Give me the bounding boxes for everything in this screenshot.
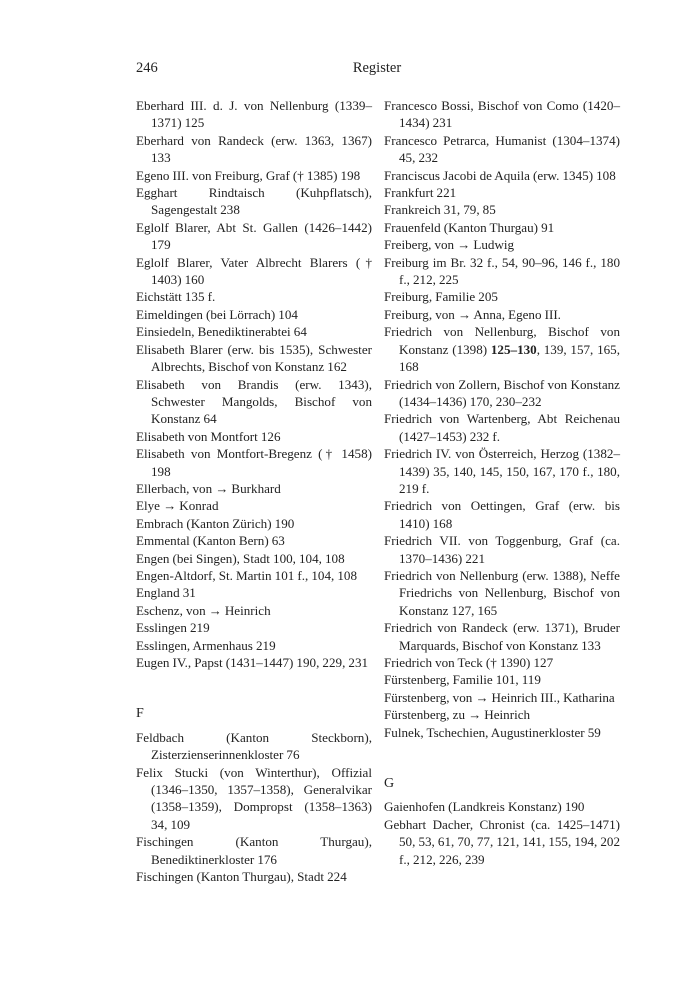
index-entry: Eimeldingen (bei Lörrach) 104 [136, 306, 298, 322]
index-entry: Frankfurt 221 [384, 185, 457, 201]
index-entry: Elisabeth von Brandis (erw. 1343), Schwester Mangolds, Bischof von Konstanz 64 [136, 376, 372, 427]
index-entry: Embrach (Kanton Zürich) 190 [136, 515, 295, 531]
index-entry: Egeno III. von Freiburg, Graf († 1385) 198 [136, 167, 361, 183]
index-entry: Esslingen, Armenhaus 219 [136, 637, 276, 653]
index-entry: Esslingen 219 [136, 620, 210, 636]
index-entry: Fischingen (Kanton Thurgau), Stadt 224 [136, 869, 347, 885]
index-entry: Fulnek, Tschechien, Augustinerkloster 59 [384, 724, 601, 740]
index-entry: Franciscus Jacobi de Aquila (erw. 1345) 108 [384, 167, 616, 183]
index-entry: Engen (bei Singen), Stadt 100, 104, 108 [136, 550, 345, 566]
index-entry: Friedrich von Teck († 1390) 127 [384, 655, 554, 670]
index-entry: Friedrich VII. von Toggenburg, Graf (ca. 1370–1436) 221 [384, 533, 620, 566]
page-number: 246 [136, 60, 158, 76]
letter-heading-g: G [384, 776, 395, 792]
index-entry: Eichstätt 135 f. [136, 289, 216, 305]
index-entry: Gebhart Dacher, Chronist (ca. 1425–1471) 50, 53, 61, 70, 77, 121, 141, 155, 194, 202 f., 212, 226, 239 [384, 816, 620, 867]
index-entry: Freiburg im Br. 32 f., 54, 90–96, 146 f., 180 f., 212, 225 [384, 254, 620, 288]
index-entry: Friedrich von Randeck (erw. 1371), Bruder Marquards, Bischof von Konstanz 133 [384, 620, 620, 653]
index-entry: England 31 [136, 585, 196, 601]
main-reference: 125–130 [490, 341, 537, 357]
index-entry: Freiberg, von → Ludwig [384, 237, 515, 253]
left-column [136, 97, 372, 885]
index-entry: Eugen IV., Papst (1431–1447) 190, 229, 231 [136, 655, 369, 670]
index-entry: Eberhard von Randeck (erw. 1363, 1367) 133 [136, 132, 372, 166]
entries-g [384, 798, 620, 868]
index-entry: Freiburg, Familie 205 [384, 289, 498, 305]
index-entry: Freiburg, von → Anna, Egeno III. [384, 306, 561, 322]
running-title: Register [352, 60, 402, 76]
index-entry: Frankreich 31, 79, 85 [384, 202, 496, 218]
index-entry: Eschenz, von → Heinrich [136, 602, 271, 618]
index-entry: Francesco Bossi, Bischof von Como (1420–1434) 231 [384, 98, 620, 131]
index-entry: Fürstenberg, zu → Heinrich [384, 707, 531, 723]
index-entry: Elisabeth Blarer (erw. bis 1535), Schwester Albrechts, Bischof von Konstanz 162 [136, 341, 372, 375]
index-entry: Friedrich IV. von Österreich, Herzog (1382–1439) 35, 140, 145, 150, 167, 170 f., 180, 219 f. [384, 446, 620, 496]
index-entry: Frauenfeld (Kanton Thurgau) 91 [384, 219, 555, 235]
index-entry: Eberhard III. d. J. von Nellenburg (1339–1371) 125 [136, 98, 372, 131]
index-entry: Gaienhofen (Landkreis Konstanz) 190 [384, 799, 585, 815]
index-entry: Friedrich von Zollern, Bischof von Konstanz (1434–1436) 170, 230–232 [384, 376, 620, 409]
index-entry [384, 323, 620, 375]
index-entry: Engen-Altdorf, St. Martin 101 f., 104, 108 [136, 567, 358, 583]
index-entry: Feldbach (Kanton Steckborn), Zisterzienserinnenkloster 76 [136, 729, 372, 763]
index-entry: Eglolf Blarer, Vater Albrecht Blarers († 1403) 160 [136, 254, 372, 288]
index-entry: Felix Stucki (von Winterthur), Offizial (1346–1350, 1357–1358), Generalvikar (1358–1359), Dompropst (1358–1363) 34, 109 [136, 764, 372, 832]
right-column [384, 97, 620, 868]
index-entry: Francesco Petrarca, Humanist (1304–1374) 45, 232 [384, 132, 620, 166]
index-entry: Fürstenberg, Familie 101, 119 [384, 672, 541, 688]
index-entry: Ellerbach, von → Burkhard [136, 480, 281, 496]
index-entry: Elisabeth von Montfort 126 [136, 428, 281, 444]
index-entry-text: , 139, 157, 165, 168 [399, 341, 620, 375]
index-entry: Eglolf Blarer, Abt St. Gallen (1426–1442) 179 [136, 219, 372, 253]
letter-heading-f: F [136, 706, 144, 722]
index-entry: Friedrich von Nellenburg (erw. 1388), Neffe Friedrichs von Nellenburg, Bischof von Konstanz 127, 165 [384, 567, 620, 618]
index-entry-text: Friedrich von Nellenburg, Bischof von Konstanz (1398) [384, 324, 620, 357]
entries-e [136, 97, 372, 671]
entries-f [136, 729, 372, 886]
entries-f-continued [384, 97, 620, 741]
index-entry: Fischingen (Kanton Thurgau), Benediktinerkloster 176 [136, 834, 372, 867]
index-entry: Einsiedeln, Benediktinerabtei 64 [136, 324, 307, 340]
index-entry: Egghart Rindtaisch (Kuhpflatsch), Sagengestalt 238 [136, 185, 372, 218]
index-entry: Friedrich von Oettingen, Graf (erw. bis 1410) 168 [384, 498, 620, 531]
index-entry: Emmental (Kanton Bern) 63 [136, 533, 285, 549]
index-entry: Elisabeth von Montfort-Bregenz († 1458) 198 [136, 446, 372, 479]
running-header [136, 60, 618, 80]
index-entry: Fürstenberg, von → Heinrich III., Katharina [384, 689, 615, 705]
index-entry: Friedrich von Wartenberg, Abt Reichenau (1427–1453) 232 f. [384, 411, 620, 444]
index-entry: Elye → Konrad [136, 498, 219, 514]
